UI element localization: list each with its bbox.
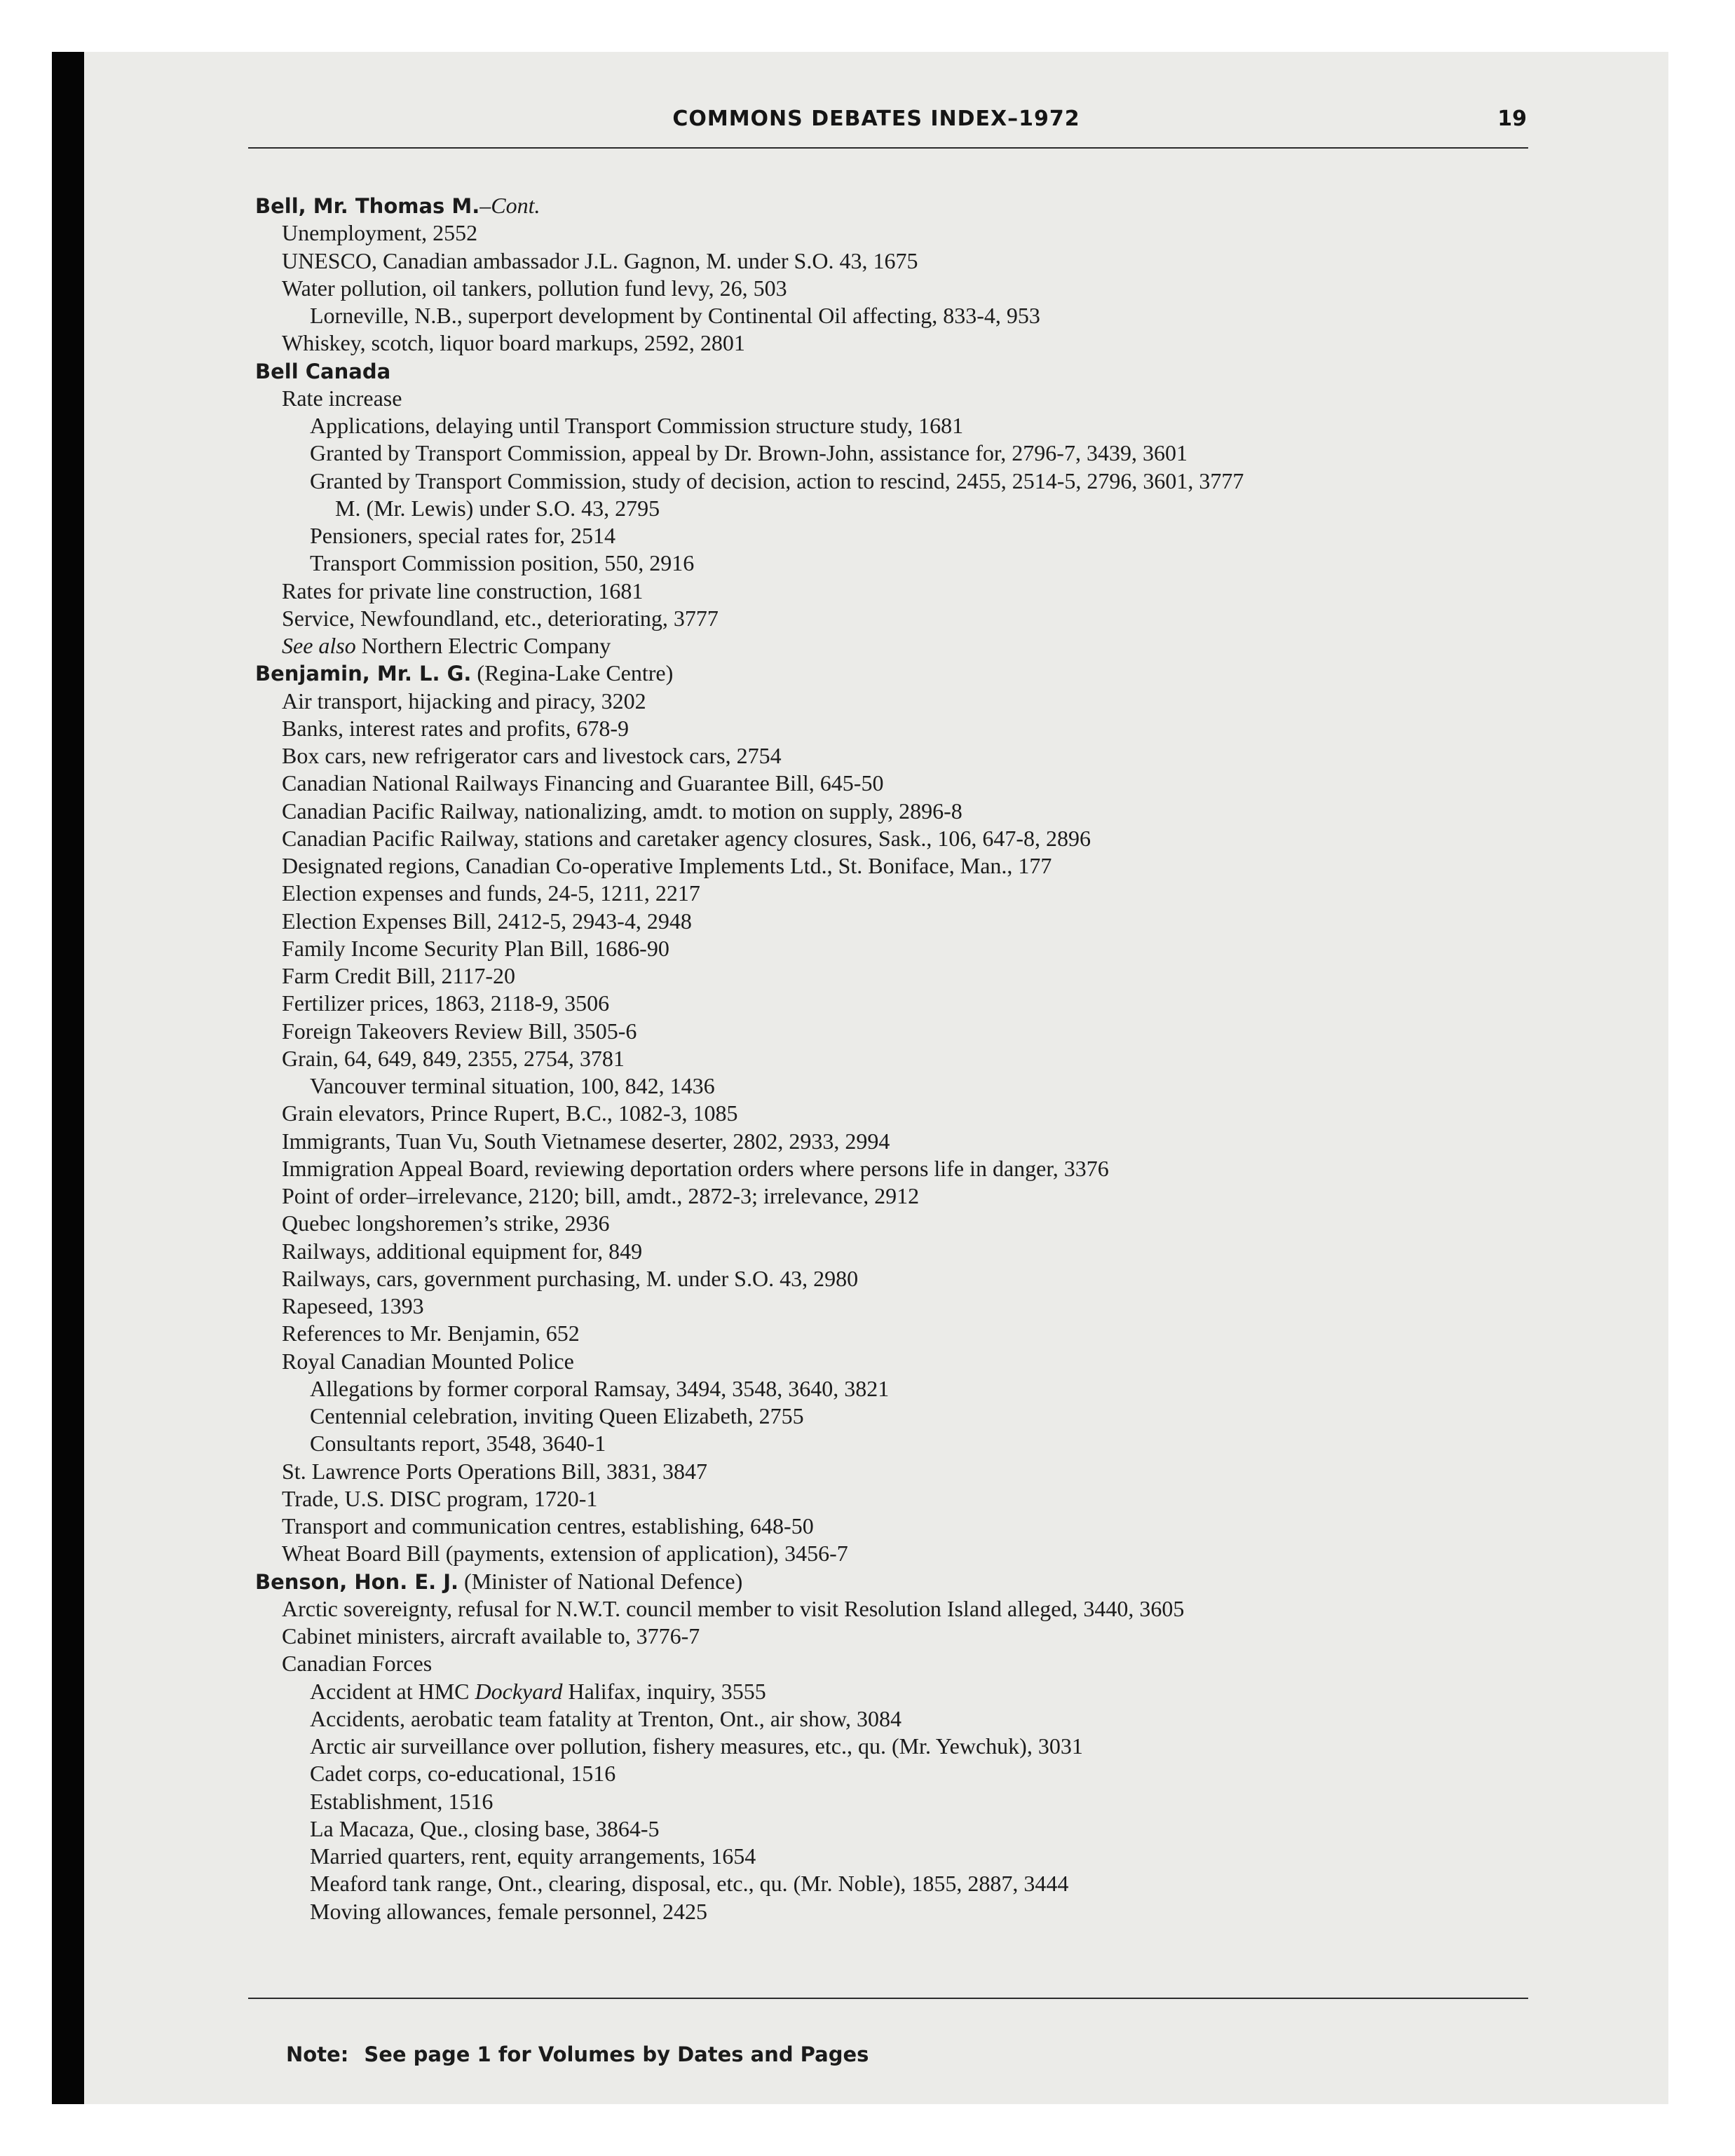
index-entry: Royal Canadian Mounted Police [282,1348,574,1374]
index-subentry: Consultants report, 3548, 3640-1 [310,1431,606,1456]
index-subentry: Allegations by former corporal Ramsay, 3494, 3548, 3640, 3821 [310,1375,890,1401]
index-entries [255,192,1573,1925]
footnote [286,2042,869,2066]
index-subentry: Accidents, aerobatic team fatality at Trenton, Ont., air show, 3084 [310,1705,901,1731]
index-entry: Cabinet ministers, aircraft available to, 3776-7 [282,1623,700,1649]
entry-text: Accident at HMC [310,1678,475,1704]
index-entry: Rapeseed, 1393 [282,1293,424,1318]
index-heading [255,192,1573,219]
index-subentry: Pensioners, special rates for, 2514 [310,523,615,548]
binding-edge [52,52,84,2104]
index-entry: Box cars, new refrigerator cars and livestock cars, 2754 [282,743,782,768]
index-entry: Grain, 64, 649, 849, 2355, 2754, 3781 [282,1045,625,1071]
index-entry: Trade, U.S. DISC program, 1720-1 [282,1485,598,1511]
cross-reference-target: Northern Electric Company [355,633,611,658]
note-label: Note: [286,2042,349,2066]
index-entry: St. Lawrence Ports Operations Bill, 3831, 3847 [282,1458,708,1484]
index-subentry [255,1678,1573,1705]
page-number: 19 [1497,107,1527,131]
index-entry: Immigration Appeal Board, reviewing deportation orders where persons life in danger, 3376 [282,1155,1109,1181]
index-subentry: Establishment, 1516 [310,1788,494,1814]
index-entry: Unemployment, 2552 [282,220,478,246]
header-rule [248,147,1528,149]
index-subentry: Transport Commission position, 550, 2916 [310,550,695,576]
index-entry: Railways, additional equipment for, 849 [282,1238,643,1264]
member-name: Benjamin, Mr. L. G. [255,662,472,686]
index-subentry: Married quarters, rent, equity arrangements, 1654 [310,1843,756,1869]
index-entry: Grain elevators, Prince Rupert, B.C., 1082-3, 1085 [282,1100,738,1126]
index-entry: Canadian National Railways Financing and Guarantee Bill, 645-50 [282,770,884,796]
index-entry: Rates for private line construction, 1681 [282,578,644,603]
entry-text: Halifax, inquiry, 3555 [562,1678,766,1704]
index-subentry: Cadet corps, co-educational, 1516 [310,1761,616,1787]
constituency: (Regina-Lake Centre) [471,660,674,686]
see-also-label: See also [282,633,356,658]
index-entry: Foreign Takeovers Review Bill, 3505-6 [282,1018,637,1044]
cross-reference [255,632,1573,660]
index-entry: Whiskey, scotch, liquor board markups, 2592, 2801 [282,330,745,356]
index-heading [255,357,1573,385]
index-entry: Point of order–irrelevance, 2120; bill, amdt., 2872-3; irrelevance, 2912 [282,1183,920,1208]
index-entry: Rate increase [282,385,402,411]
index-entry: Canadian Pacific Railway, stations and caretaker agency closures, Sask., 106, 647-8, 2896 [282,825,1091,851]
index-subentry: Granted by Transport Commission, study of decision, action to rescind, 2455, 2514-5, 2796, 3601, 3777 [310,468,1244,493]
index-entry: Wheat Board Bill (payments, extension of application), 3456-7 [282,1541,848,1567]
index-page [84,52,1668,2104]
index-subentry: Lorneville, N.B., superport development by Continental Oil affecting, 833-4, 953 [310,303,1040,328]
index-entry: Fertilizer prices, 1863, 2118-9, 3506 [282,990,610,1016]
index-entry: Arctic sovereignty, refusal for N.W.T. council member to visit Resolution Island alleged, 3440, 3605 [282,1595,1185,1621]
subject-name: Bell Canada [255,359,391,383]
page-title: COMMONS DEBATES INDEX–1972 [672,107,1080,131]
note-text: See page 1 for Volumes by Dates and Pages [364,2042,869,2066]
index-entry: Quebec longshoremen’s strike, 2936 [282,1210,610,1236]
index-entry: Election Expenses Bill, 2412-5, 2943-4, 2948 [282,908,692,934]
index-subentry: La Macaza, Que., closing base, 3864-5 [310,1815,660,1841]
index-entry: Banks, interest rates and profits, 678-9 [282,715,629,741]
index-entry: Immigrants, Tuan Vu, South Vietnamese deserter, 2802, 2933, 2994 [282,1128,890,1154]
index-entry: Election expenses and funds, 24-5, 1211, 2217 [282,880,700,906]
index-entry: Canadian Forces [282,1651,433,1677]
index-entry: Farm Credit Bill, 2117-20 [282,963,516,988]
index-entry: Water pollution, oil tankers, pollution fund levy, 26, 503 [282,275,787,301]
index-entry: Transport and communication centres, establishing, 648-50 [282,1513,814,1538]
index-subsubentry: M. (Mr. Lewis) under S.O. 43, 2795 [335,495,660,521]
member-name: Benson, Hon. E. J. [255,1569,459,1594]
index-entry: Air transport, hijacking and piracy, 3202 [282,688,646,714]
index-entry: UNESCO, Canadian ambassador J.L. Gagnon, M. under S.O. 43, 1675 [282,247,918,273]
continued-marker: –Cont. [479,193,540,218]
index-entry: Designated regions, Canadian Co-operative Implements Ltd., St. Boniface, Man., 177 [282,853,1052,878]
ship-name: Dockyard [475,1678,563,1704]
member-name: Bell, Mr. Thomas M. [255,194,480,218]
index-heading [255,660,1573,687]
portfolio: (Minister of National Defence) [458,1568,743,1594]
index-entry: References to Mr. Benjamin, 652 [282,1321,580,1346]
index-subentry: Moving allowances, female personnel, 2425 [310,1898,707,1924]
running-head [84,107,1668,149]
index-subentry: Arctic air surveillance over pollution, fishery measures, etc., qu. (Mr. Yewchuk), 3031 [310,1733,1083,1759]
index-subentry: Granted by Transport Commission, appeal by Dr. Brown-John, assistance for, 2796-7, 3439, 3601 [310,440,1188,466]
index-entry: Canadian Pacific Railway, nationalizing, amdt. to motion on supply, 2896-8 [282,798,962,824]
index-heading [255,1568,1573,1595]
index-subentry: Centennial celebration, inviting Queen Elizabeth, 2755 [310,1403,804,1428]
index-subentry: Meaford tank range, Ont., clearing, disposal, etc., qu. (Mr. Noble), 1855, 2887, 3444 [310,1871,1069,1897]
footer-rule [248,1998,1528,1999]
index-entry: Family Income Security Plan Bill, 1686-90 [282,935,669,961]
index-subentry: Vancouver terminal situation, 100, 842, 1436 [310,1073,715,1098]
index-entry: Service, Newfoundland, etc., deteriorating, 3777 [282,605,719,631]
index-subentry: Applications, delaying until Transport Commission structure study, 1681 [310,413,964,438]
index-entry: Railways, cars, government purchasing, M. under S.O. 43, 2980 [282,1265,859,1291]
